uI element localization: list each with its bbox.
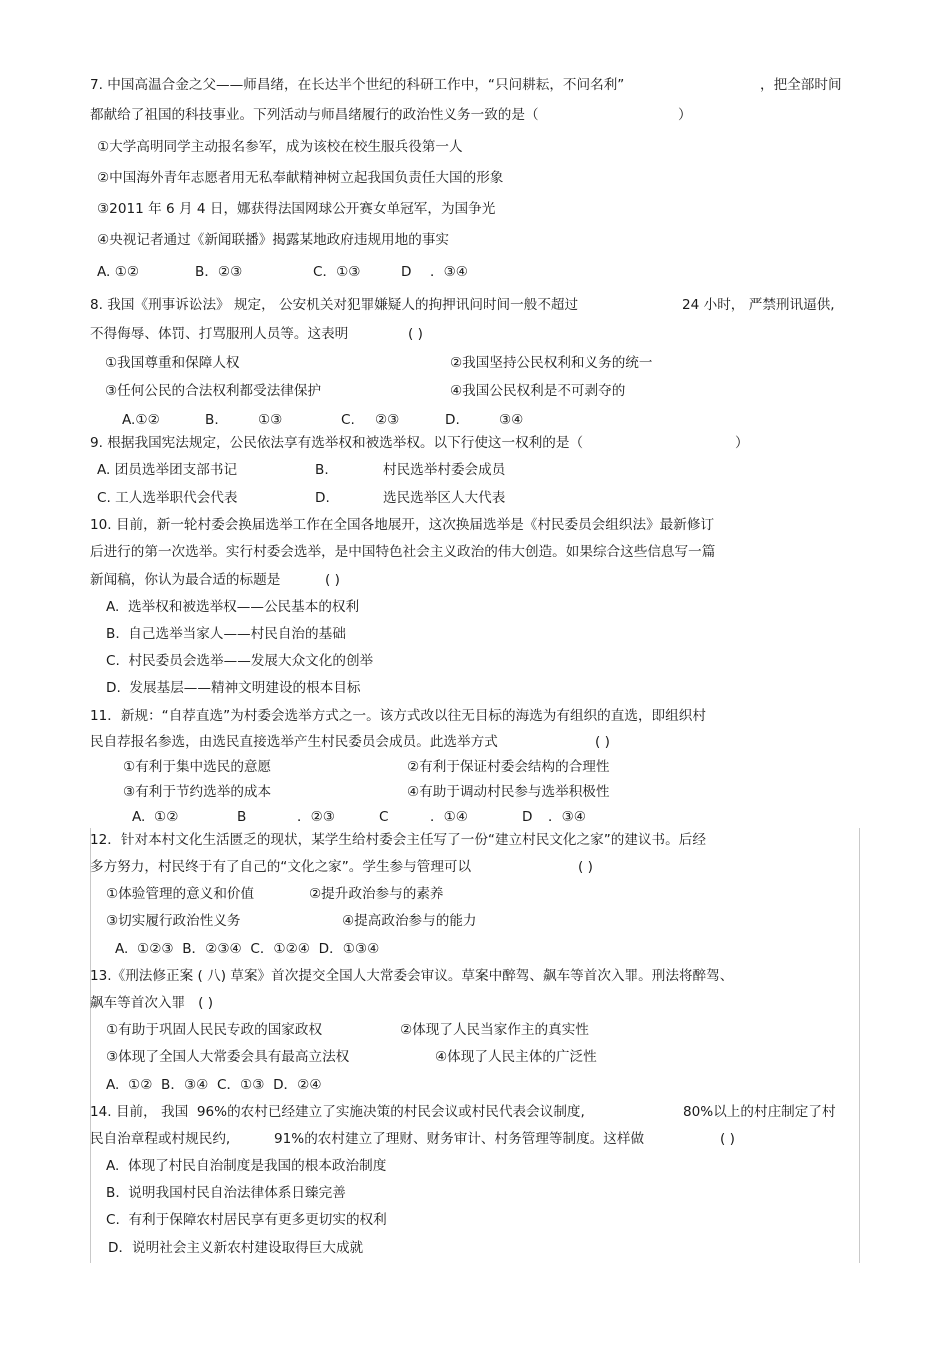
right-border-line: [859, 828, 860, 1263]
q13-option-2: ②体现了人民当家作主的真实性: [400, 1022, 589, 1038]
q14-choice-a: A. 体现了村民自治制度是我国的根本政治制度: [106, 1158, 387, 1174]
left-border-line: [90, 828, 91, 1263]
q10-choice-b: B. 自己选举当家人——村民自治的基础: [106, 626, 346, 642]
q7-choice-d: D: [401, 264, 412, 280]
q7-line-1-tail: ，把全部时间: [760, 77, 842, 93]
q11-option-4: ④有助于调动村民参与选举积极性: [407, 784, 610, 800]
q9-choice-d: D.: [315, 490, 330, 506]
q7-line-1: 7. 中国高温合金之父——师昌绪，在长达半个世纪的科研工作中，“只问耕耘，不问名利”: [90, 77, 625, 93]
q11-line-1: 11．新规：“自荐直选”为村委会选举方式之一。该方式改以往无目标的海选为有组织的直选，即组织村: [90, 708, 706, 724]
q11-option-3: ③有利于节约选举的成本: [123, 784, 272, 800]
q9-line-1: 9. 根据我国宪法规定，公民依法享有选举权和被选举权。以下行使这一权利的是（: [90, 435, 584, 451]
q11-line-2-tail: ( ): [595, 734, 610, 750]
q10-choice-a: A. 选举权和被选举权——公民基本的权利: [106, 599, 360, 615]
q7-option-1: ①大学高明同学主动报名参军，成为该校在校生服兵役第一人: [97, 139, 463, 155]
q14-choice-d: D．说明社会主义新农村建设取得巨大成就: [108, 1240, 364, 1256]
q7-choice-d-value: ．③④: [430, 264, 468, 280]
q11-choice-b: B: [237, 809, 247, 825]
q14-line-1-tail: 80%以上的村庄制定了村: [683, 1104, 836, 1120]
q9-line-1-tail: ）: [735, 435, 749, 451]
q14-choice-c: C. 有利于保障农村居民享有更多更切实的权利: [106, 1212, 387, 1228]
q11-choice-a: A. ①②: [132, 809, 179, 825]
q12-line-1: 12．针对本村文化生活匮乏的现状，某学生给村委会主任写了一份“建立村民文化之家”的建议书。后经: [90, 832, 706, 848]
q11-line-2: 民自荐报名参选，由选民直接选举产生村民委员会成员。此选举方式: [90, 734, 498, 750]
q9-choice-b: B.: [315, 462, 329, 478]
q9-choice-d-value: 选民选举区人大代表: [383, 490, 506, 506]
q14-line-2: 民自治章程或村规民约,: [90, 1131, 231, 1147]
q12-line-2: 多方努力，村民终于有了自己的“文化之家”。学生参与管理可以: [90, 859, 472, 875]
q7-choice-c: C．①③: [313, 264, 361, 280]
q8-choice-c: C.: [341, 412, 355, 428]
q8-line-2-tail: ( ): [408, 326, 423, 342]
q12-option-1: ①体验管理的意义和价值: [106, 886, 255, 902]
q14-line-2-mid: 91%的农村建立了理财、财务审计、村务管理等制度。这样做: [274, 1131, 645, 1147]
q12-choices: A. ①②③ B．②③④ C．①②④ D．①③④: [115, 941, 380, 957]
q11-option-1: ①有利于集中选民的意愿: [123, 759, 272, 775]
q10-line-2: 后进行的第一次选举。实行村委会选举，是中国特色社会主义政治的伟大创造。如果综合这些信息写一篇: [90, 544, 716, 560]
q10-line-3-tail: ( ): [325, 572, 340, 588]
q13-choices: A. ①② B．③④ C．①③ D．②④: [106, 1077, 322, 1093]
q8-choice-d-value: ③④: [499, 412, 524, 428]
q8-choice-b-value: ①③: [258, 412, 283, 428]
q8-line-1: 8. 我国《刑事诉讼法》 规定， 公安机关对犯罪嫌疑人的拘押讯问时间一般不超过: [90, 297, 579, 313]
q14-line-1: 14. 目前， 我国 96%的农村已经建立了实施决策的村民会议或村民代表会议制度,: [90, 1104, 585, 1120]
q7-line-2: 都献给了祖国的科技事业。下列活动与师昌绪履行的政治性义务一致的是（: [90, 107, 539, 123]
q11-option-2: ②有利于保证村委会结构的合理性: [407, 759, 610, 775]
q8-choice-b: B.: [205, 412, 219, 428]
q7-option-3: ③2011 年 6 月 4 日，娜获得法国网球公开赛女单冠军，为国争光: [97, 201, 496, 217]
q13-line-2: 飙车等首次入罪 ( ): [90, 995, 214, 1011]
q14-line-2-tail: ( ): [720, 1131, 735, 1147]
q11-choice-b-value: ．②③: [297, 809, 335, 825]
q9-choice-c: C. 工人选举职代会代表: [97, 490, 238, 506]
q7-choice-b: B．②③: [195, 264, 243, 280]
q8-option-2: ②我国坚持公民权利和义务的统一: [450, 355, 653, 371]
q9-choice-b-value: 村民选举村委会成员: [383, 462, 506, 478]
q13-option-3: ③体现了全国人大常委会具有最高立法权: [106, 1049, 350, 1065]
q8-line-2: 不得侮辱、体罚、打骂服刑人员等。这表明: [90, 326, 349, 342]
q11-choice-d-value: ．③④: [548, 809, 586, 825]
q8-choice-a: A.①②: [122, 412, 160, 428]
q7-option-2: ②中国海外青年志愿者用无私奉献精神树立起我国负责任大国的形象: [97, 170, 504, 186]
q7-option-4: ④央视记者通过《新闻联播》揭露某地政府违规用地的事实: [97, 232, 450, 248]
q10-line-3: 新闻稿，你认为最合适的标题是: [90, 572, 281, 588]
q13-option-1: ①有助于巩固人民民专政的国家政权: [106, 1022, 323, 1038]
q10-choice-d: D. 发展基层——精神文明建设的根本目标: [106, 680, 361, 696]
q12-option-4: ④提高政治参与的能力: [342, 913, 477, 929]
q7-choice-a: A. ①②: [97, 264, 140, 280]
q10-line-1: 10. 目前，新一轮村委会换届选举工作在全国各地展开，这次换届选举是《村民委员会组织法》最新修订: [90, 517, 715, 533]
q13-line-1: 13.《刑法修正案 ( 八) 草案》首次提交全国人大常委会审议。草案中醉驾、飙车等首次入罪。刑法将醉驾、: [90, 968, 734, 984]
q12-option-2: ②提升政治参与的素养: [309, 886, 444, 902]
q12-line-2-tail: ( ): [578, 859, 593, 875]
q8-option-1: ①我国尊重和保障人权: [105, 355, 240, 371]
q8-choice-d: D.: [445, 412, 460, 428]
q13-option-4: ④体现了人民主体的广泛性: [435, 1049, 597, 1065]
q8-line-1-tail: 24 小时， 严禁刑讯逼供,: [682, 297, 835, 313]
q8-option-4: ④我国公民权利是不可剥夺的: [450, 383, 626, 399]
q11-choice-c: C: [379, 809, 389, 825]
q12-option-3: ③切实履行政治性义务: [106, 913, 241, 929]
q11-choice-d: D: [522, 809, 533, 825]
q9-choice-a: A. 团员选举团支部书记: [97, 462, 238, 478]
q8-option-3: ③任何公民的合法权利都受法律保护: [105, 383, 322, 399]
q10-choice-c: C. 村民委员会选举——发展大众文化的创举: [106, 653, 374, 669]
q11-choice-c-value: ．①④: [430, 809, 468, 825]
q14-choice-b: B. 说明我国村民自治法律体系日臻完善: [106, 1185, 346, 1201]
q7-line-2-tail: ）: [678, 107, 692, 123]
q8-choice-c-value: ②③: [375, 412, 400, 428]
